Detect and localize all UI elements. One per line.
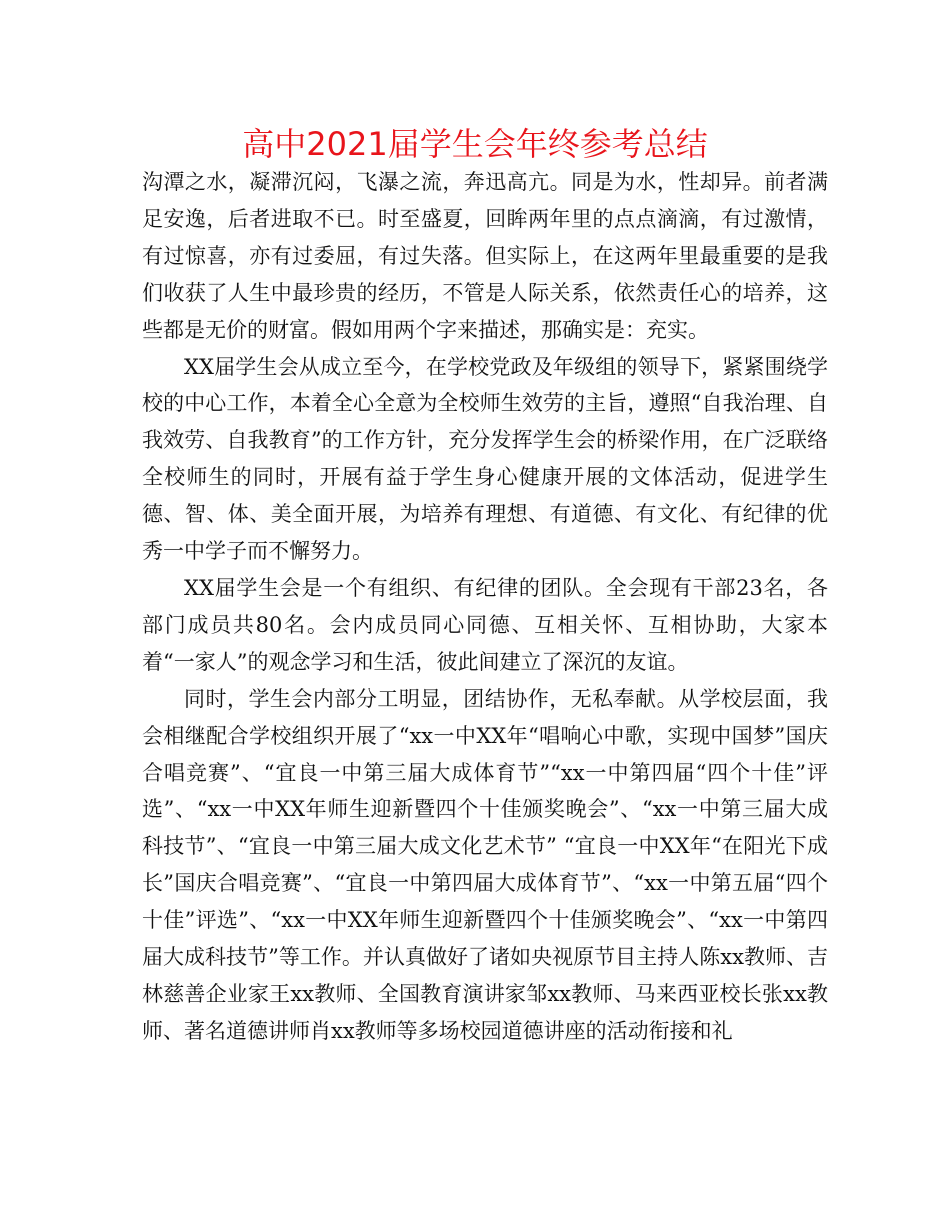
paragraph-intro: 沟潭之水，凝滞沉闷，飞瀑之流，奔迅高亢。同是为水，性却异。前者满足安逸，后者进取不已。时至盛夏，回眸两年里的点点滴滴，有过激情，有过惊喜，亦有过委屈，有过失落。但实际上，在这两年里最重要的是我们收获了人生中最珍贵的经历，不管是人际关系，依然责任心的培养，这些都是无价的财富。假如用两个字来描述，那确实是：充实。 <box>142 170 828 342</box>
paragraph-team: XX届学生会是一个有组织、有纪律的团队。全会现有干部23名，各部门成员共80名。会内成员同心同德、互相关怀、互相协助，大家本着“一家人”的观念学习和生活，彼此间建立了深沉的友谊。 <box>142 575 828 674</box>
document-title: 高中2021届学生会年终参考总结 <box>242 125 708 163</box>
document-body <box>142 164 828 1050</box>
paragraph-activities: 同时，学生会内部分工明显，团结协作，无私奉献。从学校层面，我会相继配合学校组织开展了“xx一中XX年“唱响心中歌，实现中国梦”国庆合唱竞赛”、“宜良一中第三届大成体育节”“xx一中第四届“四个十佳”评选”、“xx一中XX年师生迎新暨四个十佳颁奖晚会”、“xx一中第三届大成科技节”、“宜良一中第三届大成文化艺术节” “宜良一中XX年“在阳光下成长”国庆合唱竞赛”、“宜良一中第四届大成体育节”、“xx一中第五届“四个十佳”评选”、“xx一中XX年师生迎新暨四个十佳颁奖晚会”、“xx一中第四届大成科技节”等工作。并认真做好了诸如央视原节目主持人陈xx教师、吉林慈善企业家王xx教师、全国教育演讲家邹xx教师、马来西亚校长张xx教师、著名道德讲师肖xx教师等多场校园道德讲座的活动衔接和礼 <box>142 686 828 1043</box>
paragraph-founding: XX届学生会从成立至今，在学校党政及年级组的领导下，紧紧围绕学校的中心工作，本着全心全意为全校师生效劳的主旨，遵照“自我治理、自我效劳、自我教育”的工作方针，充分发挥学生会的桥梁作用，在广泛联络全校师生的同时，开展有益于学生身心健康开展的文体活动，促进学生德、智、体、美全面开展，为培养有理想、有道德、有文化、有纪律的优秀一中学子而不懈努力。 <box>142 354 828 564</box>
